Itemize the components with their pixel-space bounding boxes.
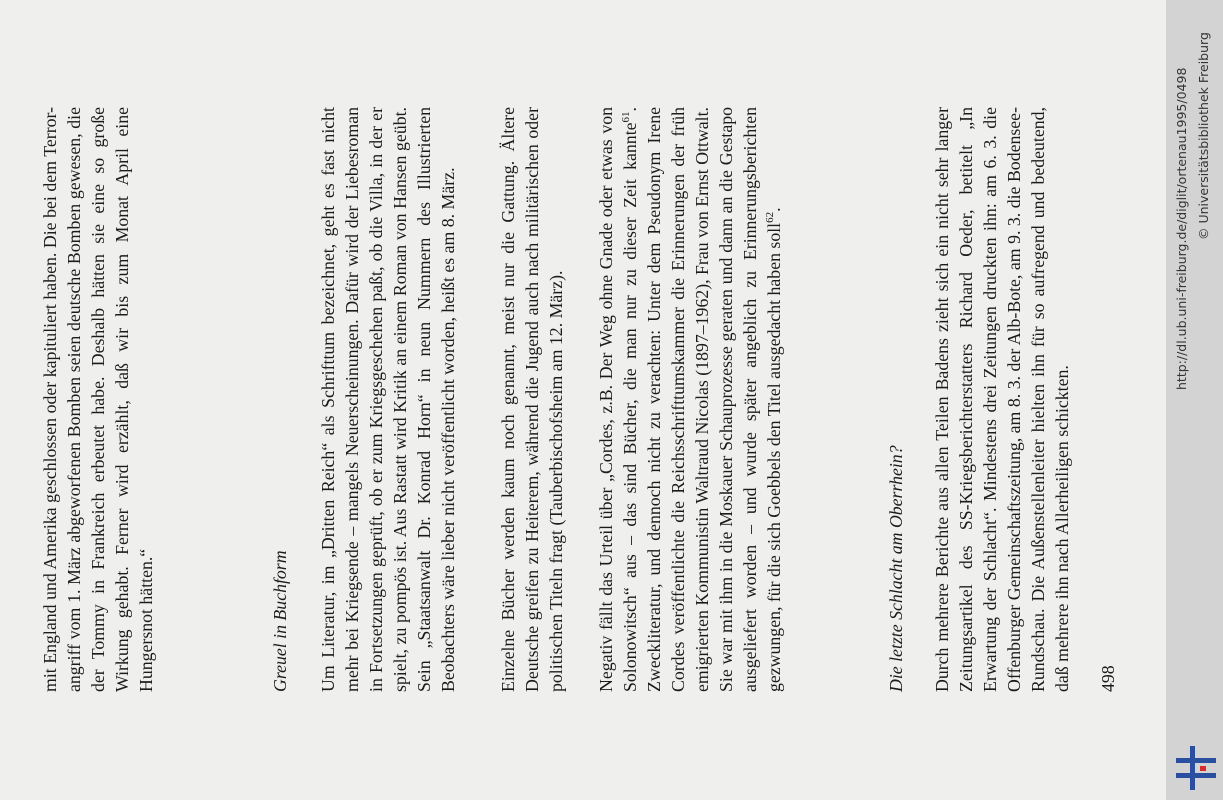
copyright-notice: © Universitätsbibliothek Freiburg	[1196, 32, 1211, 240]
paragraph-cordes-text-3: .	[764, 207, 784, 212]
library-logo-icon	[1176, 746, 1216, 790]
footnote-marker-62: 62	[764, 211, 777, 223]
paragraph-literatur: Um Literatur, im „Dritten Reich“ als Schrifttum bezeichnet, geht es fast nicht mehr bei Kriegsende – mangels Neuerscheinungen. Dafür wird der Liebesroman in Fortsetzungen geprüft, ob er zum Kriegsgeschehen paßt, ob die Villa, in der er spielt, zu pompös ist. Aus Rastatt wird Kritik an einem Roman von Hansen geübt. Sein „Staatsanwalt Dr. Konrad Horn“ in neun Nummern des Illustrierten Beobachters wäre lieber nicht veröffentlicht worden, heißt es am 8. März.	[318, 107, 458, 692]
paragraph-cordes-text-2: . Zweckliteratur, und dennoch nicht zu verachten: Unter dem Pseudonym Irene Cordes veröffentlichte die Reichsschrifttumskammer die Erinnerungen der früh emigrierten Kommunistin Waltraud Nicolas (1897–1962), Frau von Ernst Ottwalt. Sie war mit ihm in die Moskauer Schauprozesse geraten und dann an die Gestapo ausgeliefert worden – und wurde später angeblich zu Erinnerungsberichten gezwungen, für die sich Goebbels den Titel ausgedacht haben soll	[620, 107, 784, 692]
paragraph-cordes	[594, 107, 786, 692]
paragraph-schlacht: Durch mehrere Berichte aus allen Teilen Badens zieht sich ein nicht sehr langer Zeitungsartikel des SS-Kriegsberichterstatters Richard Oeder, betitelt „In Erwartung der Schlacht“. Mindestens drei Zeitungen druckten ihn: am 6. 3. die Offenburger Gemeinschaftszeitung, am 8. 3. der Alb-Bote, am 9. 3. die Bodensee-Rundschau. Die Außenstellenleiter hielten ihn für so aufregend und bedeutend, daß mehrere ihn nach Allerheiligen schickten.	[932, 107, 1072, 692]
section-heading-oberrhein: Die letzte Schlacht am Oberrhein?	[886, 445, 906, 692]
source-url-link[interactable]: http://dl.ub.uni-freiburg.de/diglit/ortenau1995/0498	[1174, 67, 1189, 390]
page-number: 498	[1098, 665, 1118, 692]
paragraph-cordes-text-1: Negativ fällt das Urteil über „Cordes, z.B. Der Weg ohne Gnade oder etwas von Solonowitsch“ aus – das sind Bücher, die man nur zu dieser Zeit kannte	[596, 107, 640, 692]
intro-paragraph: mit England und Amerika geschlossen oder kapituliert haben. Die bei dem Terror-angriff vom 1. März abgeworfenen Bomben seien deutsche Bomben gewesen, die der Tommy in Frankreich erbeutet habe. Deshalb hätten sie eine so große Wirkung gehabt. Ferner wird erzählt, daß wir bis zum Monat April eine Hungersnot hätten.“	[40, 107, 156, 692]
paragraph-buecher: Einzelne Bücher werden kaum noch genannt, meist nur die Gattung. Ältere Deutsche greifen zu Heiterem, während die Jugend auch nach militärischen oder politischen Titeln fragt (Tauberbischofsheim am 12. März).	[498, 107, 566, 692]
viewer-sidebar	[1166, 0, 1223, 800]
section-heading-greuel: Greuel in Buchform	[270, 550, 290, 692]
footnote-marker-61: 61	[620, 111, 633, 123]
sidebar-rotated-text	[1166, 0, 1223, 800]
